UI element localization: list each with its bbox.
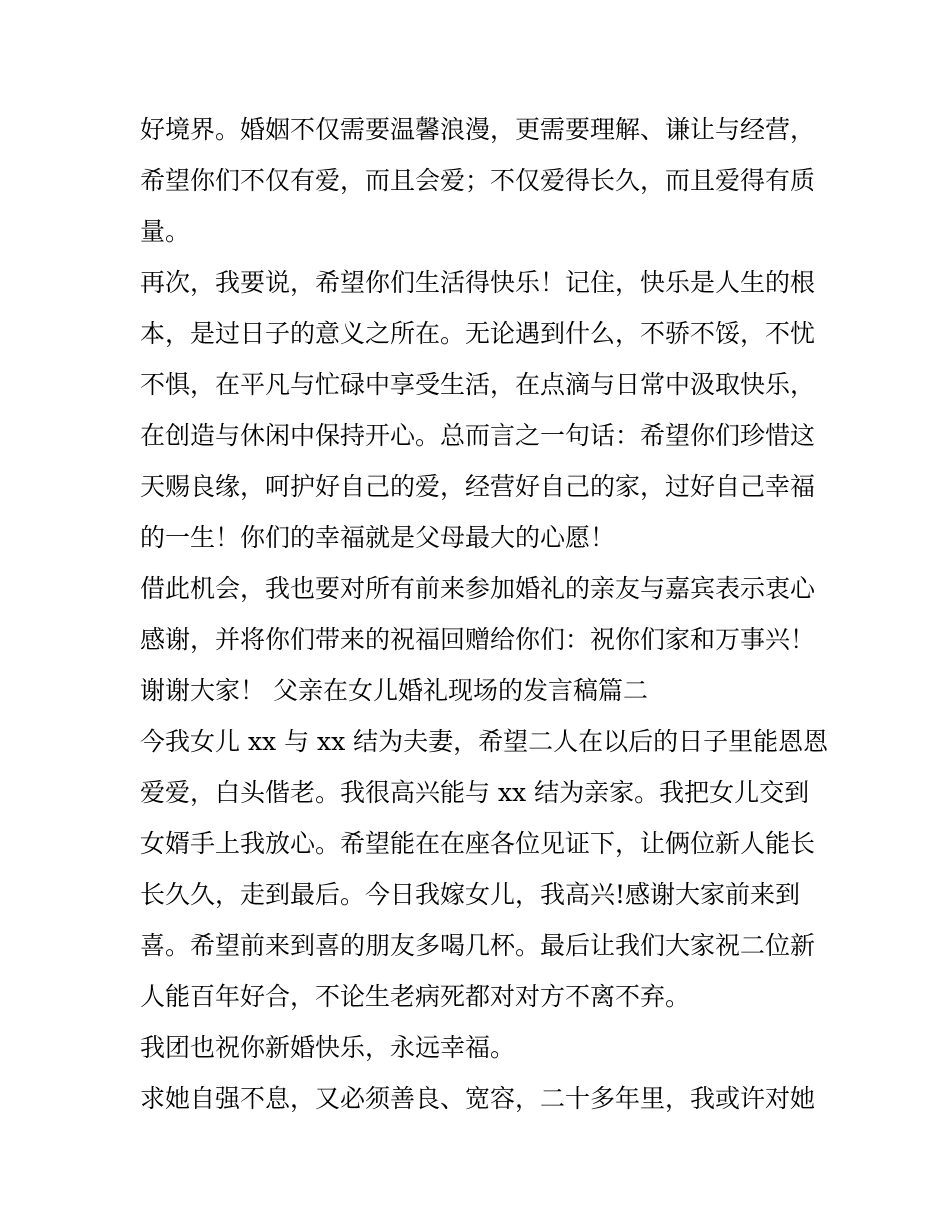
text-line-11: 感谢，并将你们带来的祝福回赠给你们：祝你们家和万事兴！ — [140, 625, 816, 654]
text-line-5: 本，是过日子的意义之所在。无论遇到什么，不骄不馁，不忧 — [140, 319, 816, 348]
text-line-9: 的一生！你们的幸福就是父母最大的心愿！ — [140, 523, 616, 552]
text-line-20: 求她自强不息，又必须善良、宽容，二十多年里，我或许对她 — [140, 1084, 816, 1113]
text-line-14: 爱爱，白头偕老。我很高兴能与 xx 结为亲家。我把女儿交到 — [140, 778, 810, 807]
text-line-18: 人能百年好合，不论生老病死都对对方不离不弃。 — [140, 982, 691, 1011]
text-line-3: 量。 — [140, 217, 191, 246]
text-line-8: 天赐良缘，呵护好自己的爱，经营好自己的家，过好自己幸福 — [140, 472, 816, 501]
text-line-12: 谢谢大家！ 父亲在女儿婚礼现场的发言稿篇二 — [140, 676, 648, 705]
text-line-7: 在创造与休闲中保持开心。总而言之一句话：希望你们珍惜这 — [140, 421, 816, 450]
text-line-4: 再次，我要说，希望你们生活得快乐！记住，快乐是人生的根 — [140, 268, 816, 297]
text-line-15: 女婿手上我放心。希望能在在座各位见证下，让俩位新人能长 — [140, 829, 816, 858]
document-body — [140, 104, 829, 1124]
text-line-10: 借此机会，我也要对所有前来参加婚礼的亲友与嘉宾表示衷心 — [140, 574, 816, 603]
text-line-13: 今我女儿 xx 与 xx 结为夫妻，希望二人在以后的日子里能恩恩 — [140, 727, 829, 756]
text-line-1: 好境界。婚姻不仅需要温馨浪漫，更需要理解、谦让与经营， — [140, 115, 816, 144]
text-line-19: 我团也祝你新婚快乐，永远幸福。 — [140, 1033, 516, 1062]
text-line-6: 不惧，在平凡与忙碌中享受生活，在点滴与日常中汲取快乐， — [140, 370, 816, 399]
text-line-2: 希望你们不仅有爱，而且会爱；不仅爱得长久，而且爱得有质 — [140, 166, 816, 195]
text-line-16: 长久久，走到最后。今日我嫁女儿，我高兴!感谢大家前来到 — [140, 880, 801, 909]
text-line-17: 喜。希望前来到喜的朋友多喝几杯。最后让我们大家祝二位新 — [140, 931, 816, 960]
